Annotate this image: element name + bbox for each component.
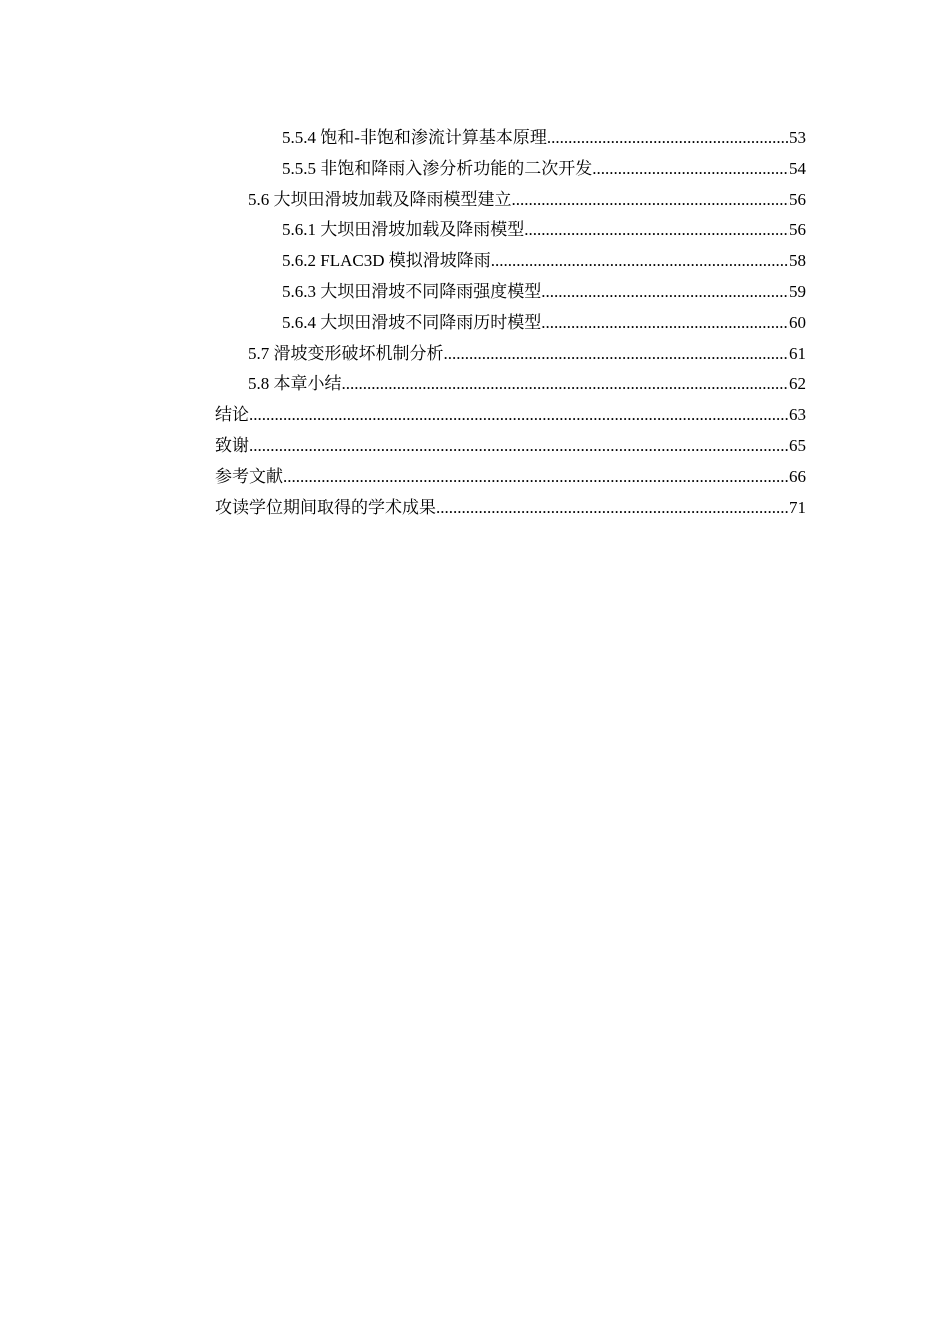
toc-entry[interactable] (215, 123, 806, 154)
toc-entry-title: 5.6 大坝田滑坡加载及降雨模型建立 (248, 189, 512, 209)
toc-entry[interactable] (215, 154, 806, 185)
toc-entry-page: 71 (789, 497, 806, 517)
toc-dot-leader (541, 277, 789, 308)
toc-dot-leader (524, 215, 789, 246)
toc-entry-title: 5.6.1 大坝田滑坡加载及降雨模型 (282, 220, 525, 240)
toc-dot-leader (547, 123, 789, 154)
toc-entry-page: 63 (789, 405, 806, 425)
toc-entry[interactable] (215, 308, 806, 339)
table-of-contents (215, 123, 806, 523)
toc-dot-leader (444, 339, 790, 370)
toc-entry[interactable] (215, 493, 806, 524)
toc-entry-title: 5.6.3 大坝田滑坡不同降雨强度模型 (282, 281, 542, 301)
toc-entry[interactable] (215, 339, 806, 370)
toc-entry[interactable] (215, 369, 806, 400)
toc-entry-page: 56 (789, 220, 806, 240)
toc-entry-title: 攻读学位期间取得的学术成果 (215, 497, 436, 517)
toc-dot-leader (283, 462, 789, 493)
toc-entry-page: 56 (789, 189, 806, 209)
toc-dot-leader (491, 246, 789, 277)
toc-entry-title: 参考文献 (215, 466, 283, 486)
toc-entry-title: 5.7 滑坡变形破坏机制分析 (248, 343, 444, 363)
toc-entry-title: 5.5.4 饱和-非饱和渗流计算基本原理 (282, 128, 547, 147)
toc-entry-title: 致谢 (215, 435, 249, 455)
toc-entry-page: 54 (789, 158, 806, 178)
toc-entry-page: 59 (789, 281, 806, 301)
toc-entry-title: 5.8 本章小结 (248, 374, 342, 394)
toc-dot-leader (249, 431, 789, 462)
toc-entry[interactable] (215, 246, 806, 277)
toc-entry[interactable] (215, 185, 806, 216)
toc-dot-leader (512, 185, 790, 216)
toc-entry[interactable] (215, 462, 806, 493)
toc-entry-page: 65 (789, 435, 806, 455)
toc-entry-title: 5.5.5 非饱和降雨入渗分析功能的二次开发 (282, 158, 593, 178)
toc-entry[interactable] (215, 277, 806, 308)
toc-dot-leader (541, 308, 789, 339)
toc-entry-title: 5.6.2 FLAC3D 模拟滑坡降雨 (282, 251, 491, 271)
toc-entry-page: 62 (789, 374, 806, 394)
toc-entry[interactable] (215, 215, 806, 246)
toc-entry[interactable] (215, 431, 806, 462)
toc-dot-leader (436, 493, 789, 524)
toc-dot-leader (592, 154, 789, 185)
toc-entry-title: 5.6.4 大坝田滑坡不同降雨历时模型 (282, 312, 542, 332)
toc-entry-page: 58 (789, 251, 806, 271)
toc-entry-page: 61 (789, 343, 806, 363)
toc-dot-leader (342, 369, 790, 400)
toc-entry-page: 53 (789, 128, 806, 147)
toc-entry-page: 60 (789, 312, 806, 332)
toc-entry[interactable] (215, 400, 806, 431)
toc-entry-page: 66 (789, 466, 806, 486)
toc-dot-leader (249, 400, 789, 431)
toc-entry-title: 结论 (215, 405, 249, 425)
